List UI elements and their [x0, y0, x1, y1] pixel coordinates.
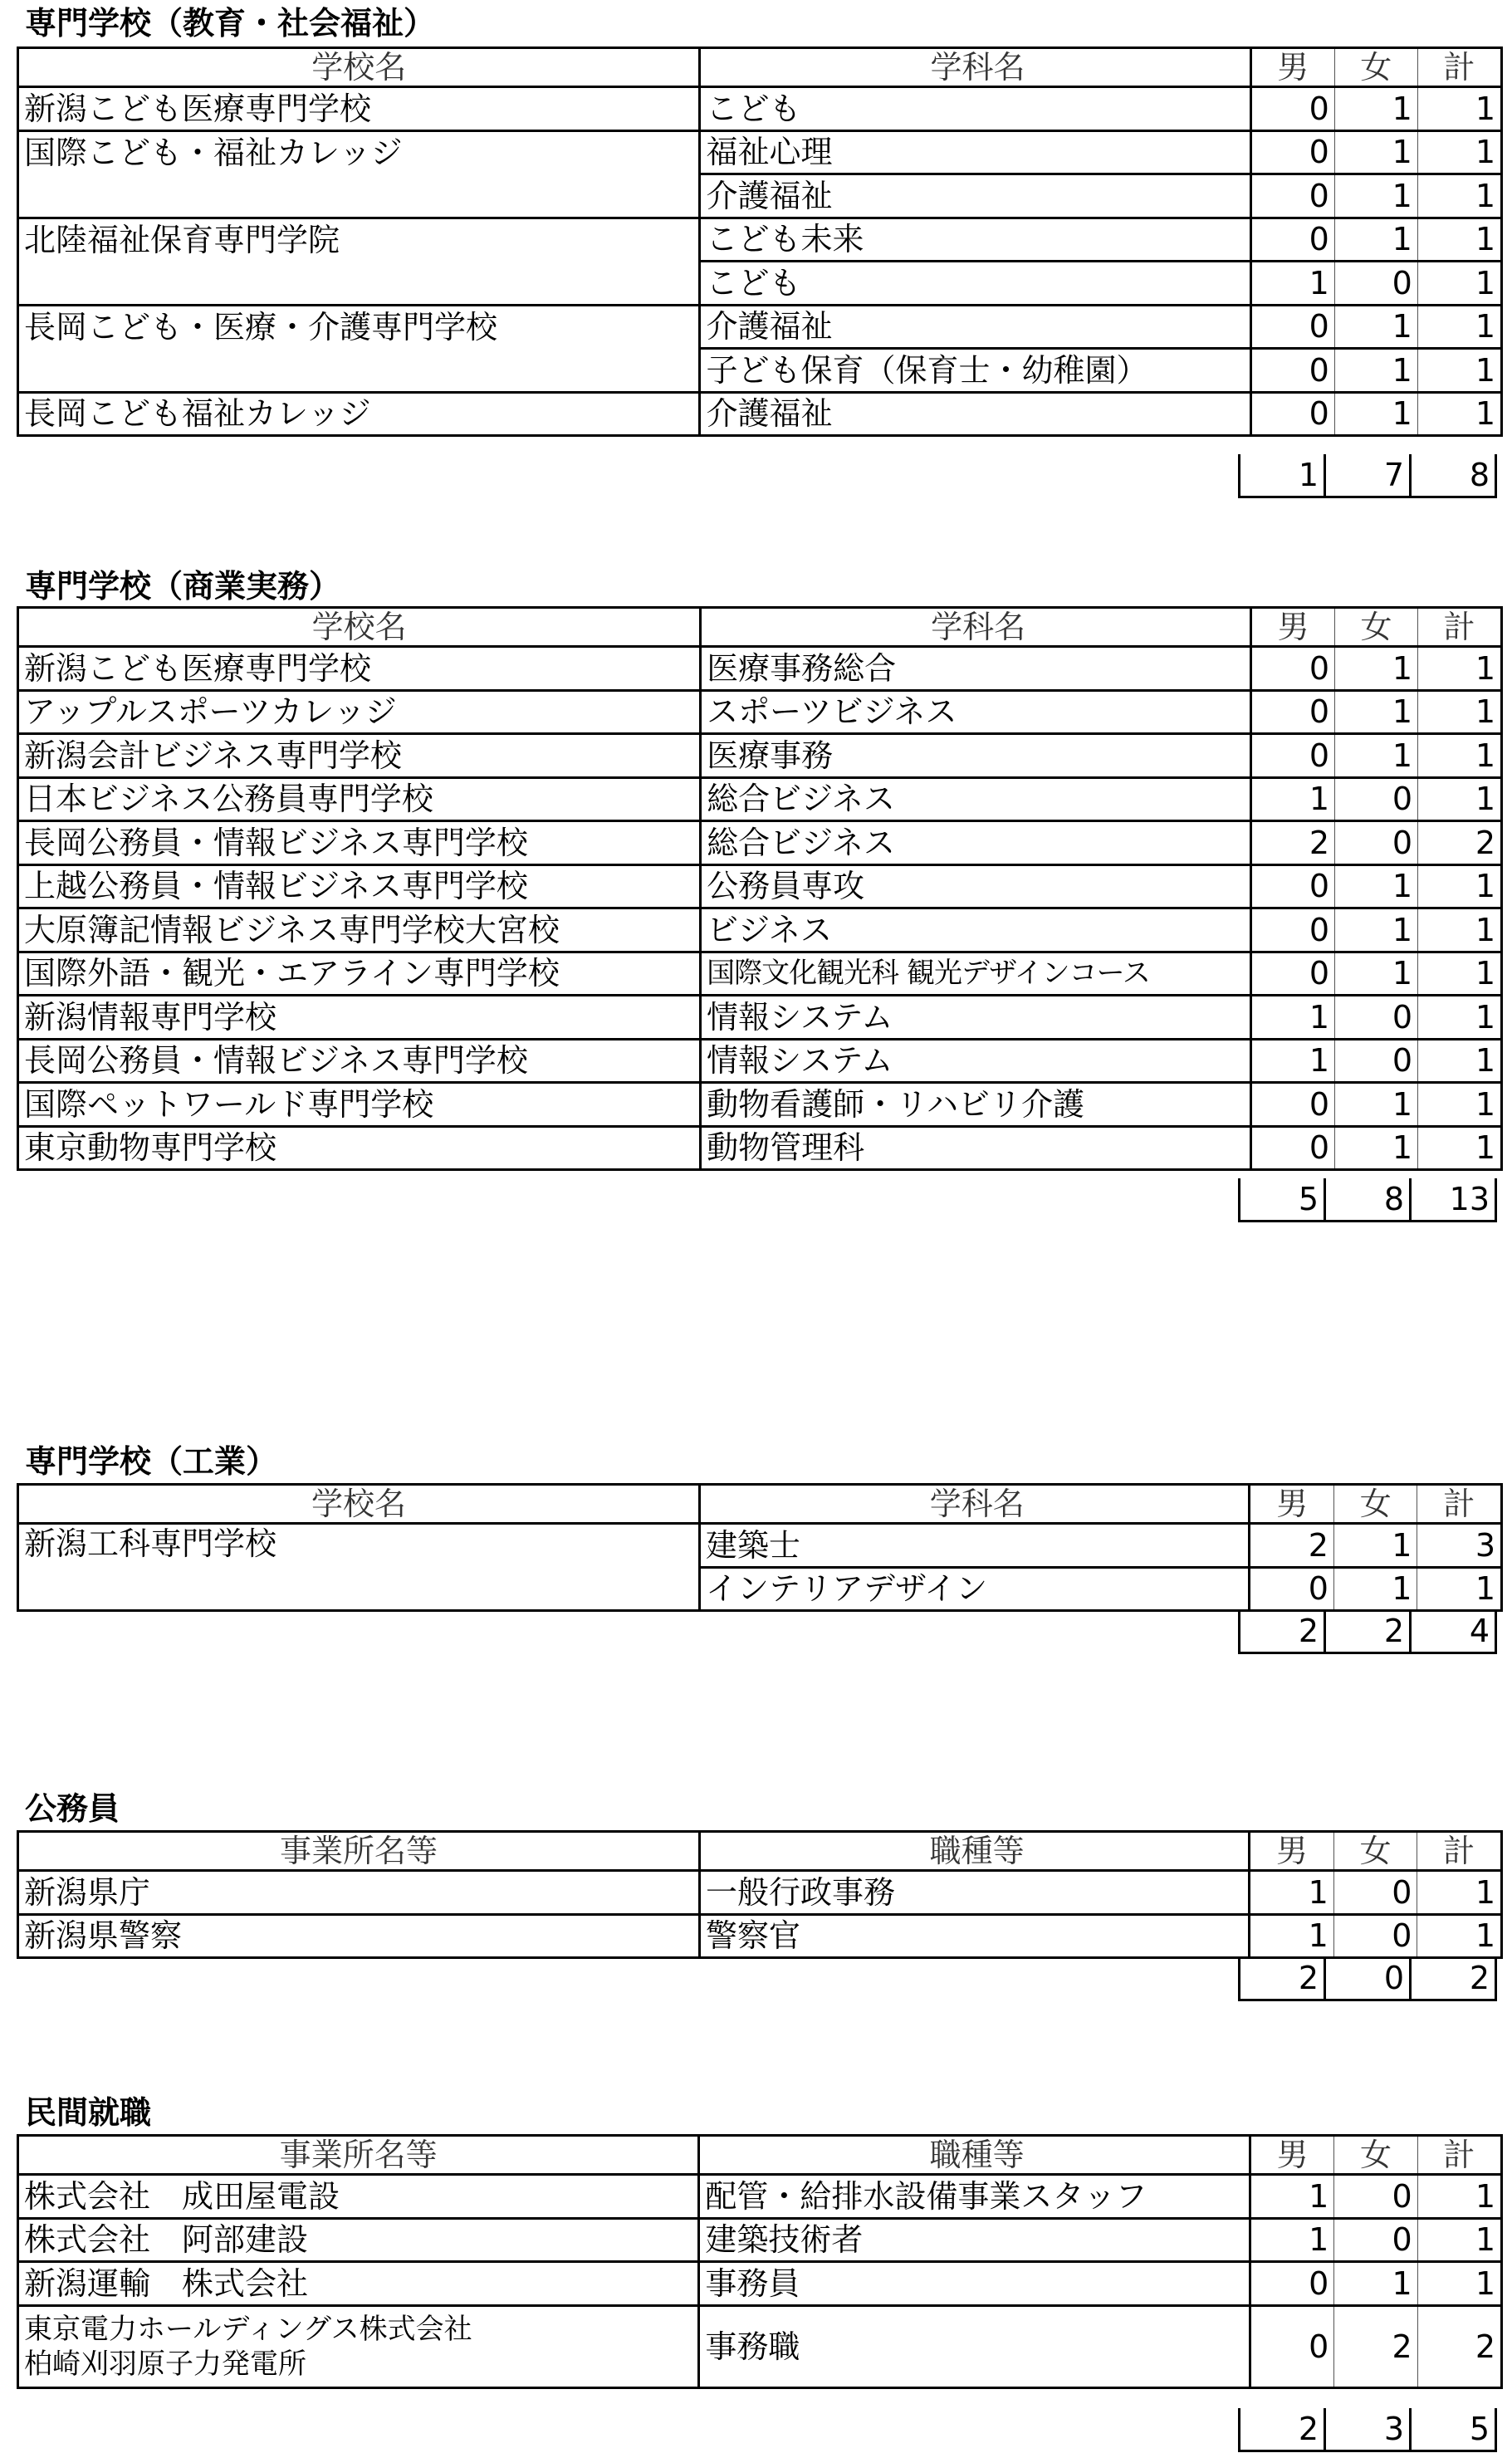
- results-table: [17, 47, 1503, 437]
- school-name: 長岡公務員・情報ビジネス専門学校: [18, 1039, 701, 1083]
- male-count: 0: [1250, 392, 1334, 436]
- department-name: 医療事務: [701, 734, 1251, 778]
- table-row: [18, 262, 1502, 306]
- total-count: 1: [1417, 305, 1501, 349]
- total-count: 1: [1418, 1083, 1502, 1127]
- totals-row: [1240, 1957, 1496, 2000]
- department-name: 総合ビジネス: [701, 821, 1251, 865]
- totals-table: [1238, 1957, 1497, 2001]
- employer-name: 新潟県警察: [18, 1914, 700, 1958]
- table-row: [18, 777, 1502, 821]
- total-count: 1: [1418, 1126, 1502, 1170]
- header-female: 女: [1335, 608, 1418, 647]
- total-all: 4: [1411, 1610, 1496, 1652]
- total-count: 1: [1417, 130, 1501, 174]
- female-count: 0: [1335, 777, 1418, 821]
- department-name: 動物管理科: [701, 1126, 1251, 1170]
- table-row: [18, 1126, 1502, 1170]
- header-job: 職種等: [699, 1832, 1249, 1871]
- total-female: 2: [1325, 1610, 1411, 1652]
- totals-table: [1238, 2408, 1497, 2452]
- female-count: 1: [1334, 2262, 1417, 2306]
- table-row: [18, 87, 1502, 131]
- header-male: 男: [1250, 48, 1334, 87]
- header-school: 学校名: [18, 608, 701, 647]
- male-count: 0: [1250, 218, 1334, 262]
- department-name: 情報システム: [701, 1039, 1251, 1083]
- male-count: 0: [1250, 305, 1334, 349]
- header-male: 男: [1250, 1832, 1334, 1871]
- employer-name: 東京電力ホールディングス株式会社: [24, 2312, 472, 2346]
- table-header-row: [18, 608, 1502, 647]
- table-row: [18, 1039, 1502, 1083]
- header-employer: 事業所名等: [18, 2136, 699, 2175]
- total-male: 1: [1240, 454, 1325, 497]
- school-name: 新潟会計ビジネス専門学校: [18, 734, 701, 778]
- department-name: インテリアデザイン: [699, 1567, 1250, 1611]
- total-count: 1: [1417, 174, 1501, 218]
- male-count: 1: [1250, 2175, 1333, 2219]
- school-name: 国際外語・観光・エアライン専門学校: [18, 952, 701, 996]
- total-female: 0: [1325, 1957, 1411, 2000]
- male-count: 0: [1251, 864, 1335, 908]
- female-count: 1: [1333, 1524, 1417, 1568]
- totals-row: [1240, 454, 1496, 497]
- school-name: [18, 262, 700, 306]
- table-row: [18, 2218, 1502, 2262]
- total-count: 1: [1417, 1567, 1502, 1611]
- female-count: 1: [1334, 218, 1417, 262]
- total-all: 13: [1411, 1178, 1496, 1221]
- male-count: 0: [1251, 908, 1335, 952]
- total-count: 1: [1418, 1039, 1502, 1083]
- school-name: 東京動物専門学校: [18, 1126, 701, 1170]
- male-count: 0: [1250, 1567, 1334, 1611]
- job-name: 一般行政事務: [699, 1871, 1249, 1915]
- employer-name: 新潟県庁: [18, 1871, 700, 1915]
- employer-name-cell: [18, 2305, 699, 2387]
- total-count: 1: [1418, 647, 1502, 691]
- male-count: 0: [1250, 2305, 1333, 2387]
- employer-name: 株式会社 阿部建設: [18, 2218, 699, 2262]
- male-count: 0: [1250, 2262, 1333, 2306]
- female-count: 2: [1334, 2305, 1417, 2387]
- male-count: 1: [1250, 1871, 1334, 1915]
- total-count: 1: [1417, 262, 1501, 306]
- total-count: 1: [1418, 690, 1502, 734]
- table-header-row: [18, 2136, 1502, 2175]
- section-title: 民間就職: [25, 2094, 152, 2131]
- header-total: 計: [1417, 1485, 1502, 1524]
- male-count: 1: [1250, 1914, 1334, 1958]
- school-name: 長岡こども福祉カレッジ: [18, 392, 700, 436]
- school-name: 新潟情報専門学校: [18, 996, 701, 1040]
- total-count: 1: [1417, 2262, 1501, 2306]
- total-count: 1: [1418, 908, 1502, 952]
- department-name: こども: [700, 87, 1250, 131]
- school-name: 日本ビジネス公務員専門学校: [18, 777, 701, 821]
- section-title: 専門学校（工業）: [25, 1443, 278, 1480]
- female-count: 1: [1334, 130, 1417, 174]
- table-row: [18, 690, 1502, 734]
- header-school: 学校名: [18, 48, 700, 87]
- male-count: 1: [1251, 996, 1335, 1040]
- department-name: 建築士: [699, 1524, 1250, 1568]
- total-all: 8: [1411, 454, 1496, 497]
- school-name: 新潟こども医療専門学校: [18, 87, 700, 131]
- department-name: 介護福祉: [700, 305, 1250, 349]
- total-male: 2: [1240, 2408, 1325, 2451]
- results-table: [17, 606, 1503, 1171]
- total-count: 2: [1417, 2305, 1501, 2387]
- total-count: 1: [1417, 87, 1501, 131]
- table-row: [18, 218, 1502, 262]
- female-count: 0: [1333, 1871, 1417, 1915]
- table-row: [18, 952, 1502, 996]
- female-count: 1: [1335, 1083, 1418, 1127]
- table-header-row: [18, 48, 1502, 87]
- header-total: 計: [1417, 2136, 1501, 2175]
- header-job: 職種等: [699, 2136, 1250, 2175]
- total-female: 8: [1325, 1178, 1411, 1221]
- department-name: 総合ビジネス: [701, 777, 1251, 821]
- female-count: 1: [1334, 305, 1417, 349]
- female-count: 1: [1335, 1126, 1418, 1170]
- table-row: [18, 996, 1502, 1040]
- total-female: 7: [1325, 454, 1411, 497]
- female-count: 1: [1335, 690, 1418, 734]
- table-header-row: [18, 1485, 1502, 1524]
- table-row: [18, 130, 1502, 174]
- section-title: 専門学校（商業実務）: [25, 568, 341, 605]
- male-count: 2: [1250, 1524, 1334, 1568]
- header-total: 計: [1417, 1832, 1502, 1871]
- department-name: 子ども保育（保育士・幼稚園）: [700, 349, 1250, 393]
- total-count: 1: [1418, 996, 1502, 1040]
- total-count: 1: [1418, 777, 1502, 821]
- header-female: 女: [1334, 2136, 1417, 2175]
- total-count: 2: [1418, 821, 1502, 865]
- department-name: 医療事務総合: [701, 647, 1251, 691]
- totals-table: [1238, 1610, 1497, 1654]
- department-name: 情報システム: [701, 996, 1251, 1040]
- header-male: 男: [1250, 2136, 1333, 2175]
- total-count: 1: [1418, 864, 1502, 908]
- female-count: 0: [1334, 262, 1417, 306]
- table-row: [18, 821, 1502, 865]
- male-count: 1: [1250, 2218, 1333, 2262]
- header-department: 学科名: [699, 1485, 1250, 1524]
- department-name: スポーツビジネス: [701, 690, 1251, 734]
- section-title: 公務員: [25, 1790, 120, 1827]
- male-count: 0: [1250, 174, 1334, 218]
- male-count: 1: [1251, 777, 1335, 821]
- job-name: 警察官: [699, 1914, 1249, 1958]
- school-name: 新潟こども医療専門学校: [18, 647, 701, 691]
- male-count: 0: [1251, 734, 1335, 778]
- department-name: こども未来: [700, 218, 1250, 262]
- school-name: 国際こども・福祉カレッジ: [18, 130, 700, 174]
- total-count: 1: [1418, 952, 1502, 996]
- male-count: 0: [1251, 690, 1335, 734]
- table-row: [18, 1083, 1502, 1127]
- male-count: 0: [1251, 1126, 1335, 1170]
- department-name: こども: [700, 262, 1250, 306]
- school-name: 長岡公務員・情報ビジネス専門学校: [18, 821, 701, 865]
- job-name: 事務員: [699, 2262, 1250, 2306]
- header-employer: 事業所名等: [18, 1832, 700, 1871]
- total-count: 1: [1417, 218, 1501, 262]
- totals-table: [1238, 454, 1497, 498]
- school-name: 新潟工科専門学校: [18, 1524, 700, 1611]
- header-total: 計: [1417, 48, 1501, 87]
- total-male: 5: [1240, 1178, 1325, 1221]
- results-table: [17, 2134, 1503, 2389]
- table-row: [18, 1914, 1502, 1958]
- female-count: 1: [1334, 87, 1417, 131]
- female-count: 0: [1334, 2175, 1417, 2219]
- table-header-row: [18, 1832, 1502, 1871]
- table-row: [18, 2175, 1502, 2219]
- totals-table: [1238, 1178, 1497, 1222]
- total-female: 3: [1325, 2408, 1411, 2451]
- department-name: ビジネス: [701, 908, 1251, 952]
- total-count: 1: [1417, 1914, 1502, 1958]
- table-row: [18, 392, 1502, 436]
- table-row: [18, 2262, 1502, 2306]
- header-female: 女: [1333, 1485, 1417, 1524]
- table-row: [18, 908, 1502, 952]
- section-title: 専門学校（教育・社会福祉）: [25, 5, 436, 42]
- total-count: 1: [1417, 392, 1501, 436]
- female-count: 1: [1333, 1567, 1417, 1611]
- total-count: 1: [1417, 349, 1501, 393]
- male-count: 0: [1251, 952, 1335, 996]
- results-table: [17, 1483, 1503, 1612]
- header-male: 男: [1250, 1485, 1334, 1524]
- table-row: [18, 2305, 1502, 2387]
- totals-row: [1240, 1178, 1496, 1221]
- female-count: 1: [1335, 864, 1418, 908]
- school-name: 大原簿記情報ビジネス専門学校大宮校: [18, 908, 701, 952]
- header-total: 計: [1418, 608, 1502, 647]
- department-name: 介護福祉: [700, 392, 1250, 436]
- male-count: 0: [1250, 87, 1334, 131]
- total-all: 2: [1411, 1957, 1496, 2000]
- male-count: 0: [1250, 349, 1334, 393]
- male-count: 1: [1251, 1039, 1335, 1083]
- male-count: 0: [1250, 130, 1334, 174]
- header-department: 学科名: [701, 608, 1251, 647]
- male-count: 0: [1251, 1083, 1335, 1127]
- header-school: 学校名: [18, 1485, 700, 1524]
- female-count: 1: [1334, 349, 1417, 393]
- table-row: [18, 1524, 1502, 1568]
- female-count: 1: [1334, 174, 1417, 218]
- job-name: 建築技術者: [699, 2218, 1250, 2262]
- school-name: [18, 174, 700, 218]
- header-female: 女: [1333, 1832, 1417, 1871]
- female-count: 1: [1335, 952, 1418, 996]
- totals-row: [1240, 1610, 1496, 1652]
- male-count: 1: [1250, 262, 1334, 306]
- female-count: 1: [1335, 734, 1418, 778]
- table-row: [18, 349, 1502, 393]
- total-count: 3: [1417, 1524, 1502, 1568]
- school-name: [18, 349, 700, 393]
- total-count: 1: [1418, 734, 1502, 778]
- header-male: 男: [1251, 608, 1335, 647]
- department-name: 福祉心理: [700, 130, 1250, 174]
- job-name: 配管・給排水設備事業スタッフ: [699, 2175, 1250, 2219]
- female-count: 0: [1334, 2218, 1417, 2262]
- school-name: 長岡こども・医療・介護専門学校: [18, 305, 700, 349]
- school-name: 国際ペットワールド専門学校: [18, 1083, 701, 1127]
- department-name: 公務員専攻: [701, 864, 1251, 908]
- female-count: 0: [1335, 996, 1418, 1040]
- table-row: [18, 864, 1502, 908]
- header-department: 学科名: [700, 48, 1250, 87]
- school-name: 上越公務員・情報ビジネス専門学校: [18, 864, 701, 908]
- female-count: 0: [1335, 821, 1418, 865]
- table-row: [18, 1871, 1502, 1915]
- table-row: [18, 174, 1502, 218]
- department-name: 動物看護師・リハビリ介護: [701, 1083, 1251, 1127]
- totals-row: [1240, 2408, 1496, 2451]
- department-name: 国際文化観光科 観光デザインコース: [701, 952, 1251, 996]
- total-all: 5: [1411, 2408, 1496, 2451]
- header-female: 女: [1334, 48, 1417, 87]
- school-name: アップルスポーツカレッジ: [18, 690, 701, 734]
- department-name: 介護福祉: [700, 174, 1250, 218]
- employer-site: 柏崎刈羽原子力発電所: [24, 2347, 306, 2381]
- total-male: 2: [1240, 1610, 1325, 1652]
- table-row: [18, 734, 1502, 778]
- male-count: 2: [1251, 821, 1335, 865]
- table-row: [18, 305, 1502, 349]
- female-count: 0: [1333, 1914, 1417, 1958]
- female-count: 1: [1335, 908, 1418, 952]
- job-name: 事務職: [699, 2305, 1250, 2387]
- table-row: [18, 647, 1502, 691]
- female-count: 1: [1335, 647, 1418, 691]
- school-name: 北陸福祉保育専門学院: [18, 218, 700, 262]
- total-count: 1: [1417, 2218, 1501, 2262]
- total-count: 1: [1417, 1871, 1502, 1915]
- total-male: 2: [1240, 1957, 1325, 2000]
- employer-name: 新潟運輸 株式会社: [18, 2262, 699, 2306]
- employer-name: 株式会社 成田屋電設: [18, 2175, 699, 2219]
- male-count: 0: [1251, 647, 1335, 691]
- female-count: 1: [1334, 392, 1417, 436]
- total-count: 1: [1417, 2175, 1501, 2219]
- results-table: [17, 1830, 1503, 1959]
- female-count: 0: [1335, 1039, 1418, 1083]
